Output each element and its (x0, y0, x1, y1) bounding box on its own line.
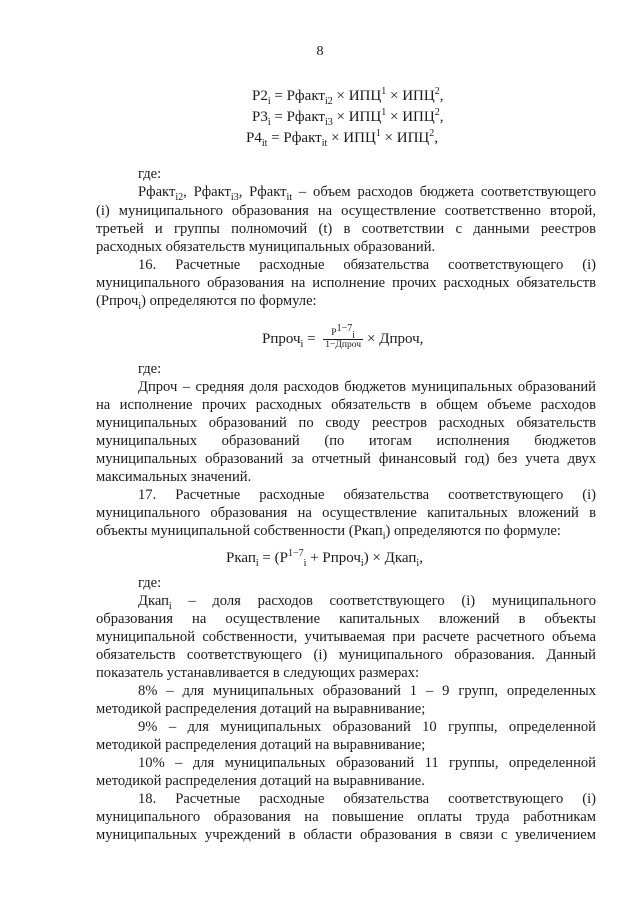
where-label: где: (138, 575, 162, 591)
formula-p2: $Р2_i$ = Рфакт$_{i2}$ × $ИПЦ^1 \times ИПЦ^2$, (252, 86, 444, 107)
formula-p4: $Р4_{it}$ = Рфакт$_{it}$ × $ИПЦ^1 \times ИПЦ^2$, (246, 128, 438, 149)
formula-rproch: Рпроч$_i$ = $\frac{P^{1-7}_i}{\text{1−Дпроч}}$ × Дпроч, (262, 322, 424, 350)
page-number: 8 (316, 44, 324, 59)
where-label: где: (138, 361, 162, 377)
where-label: где: (138, 166, 162, 182)
formula-p3: $Р3_i$ = Рфакт$_{i3}$ × $ИПЦ^1 \times ИПЦ^2$, (252, 107, 444, 128)
formula-rkap: Ркап$_i$ = ($P^{1-7}_i$ + Рпроч$_i$) × Дкап$_i$, (226, 548, 423, 569)
